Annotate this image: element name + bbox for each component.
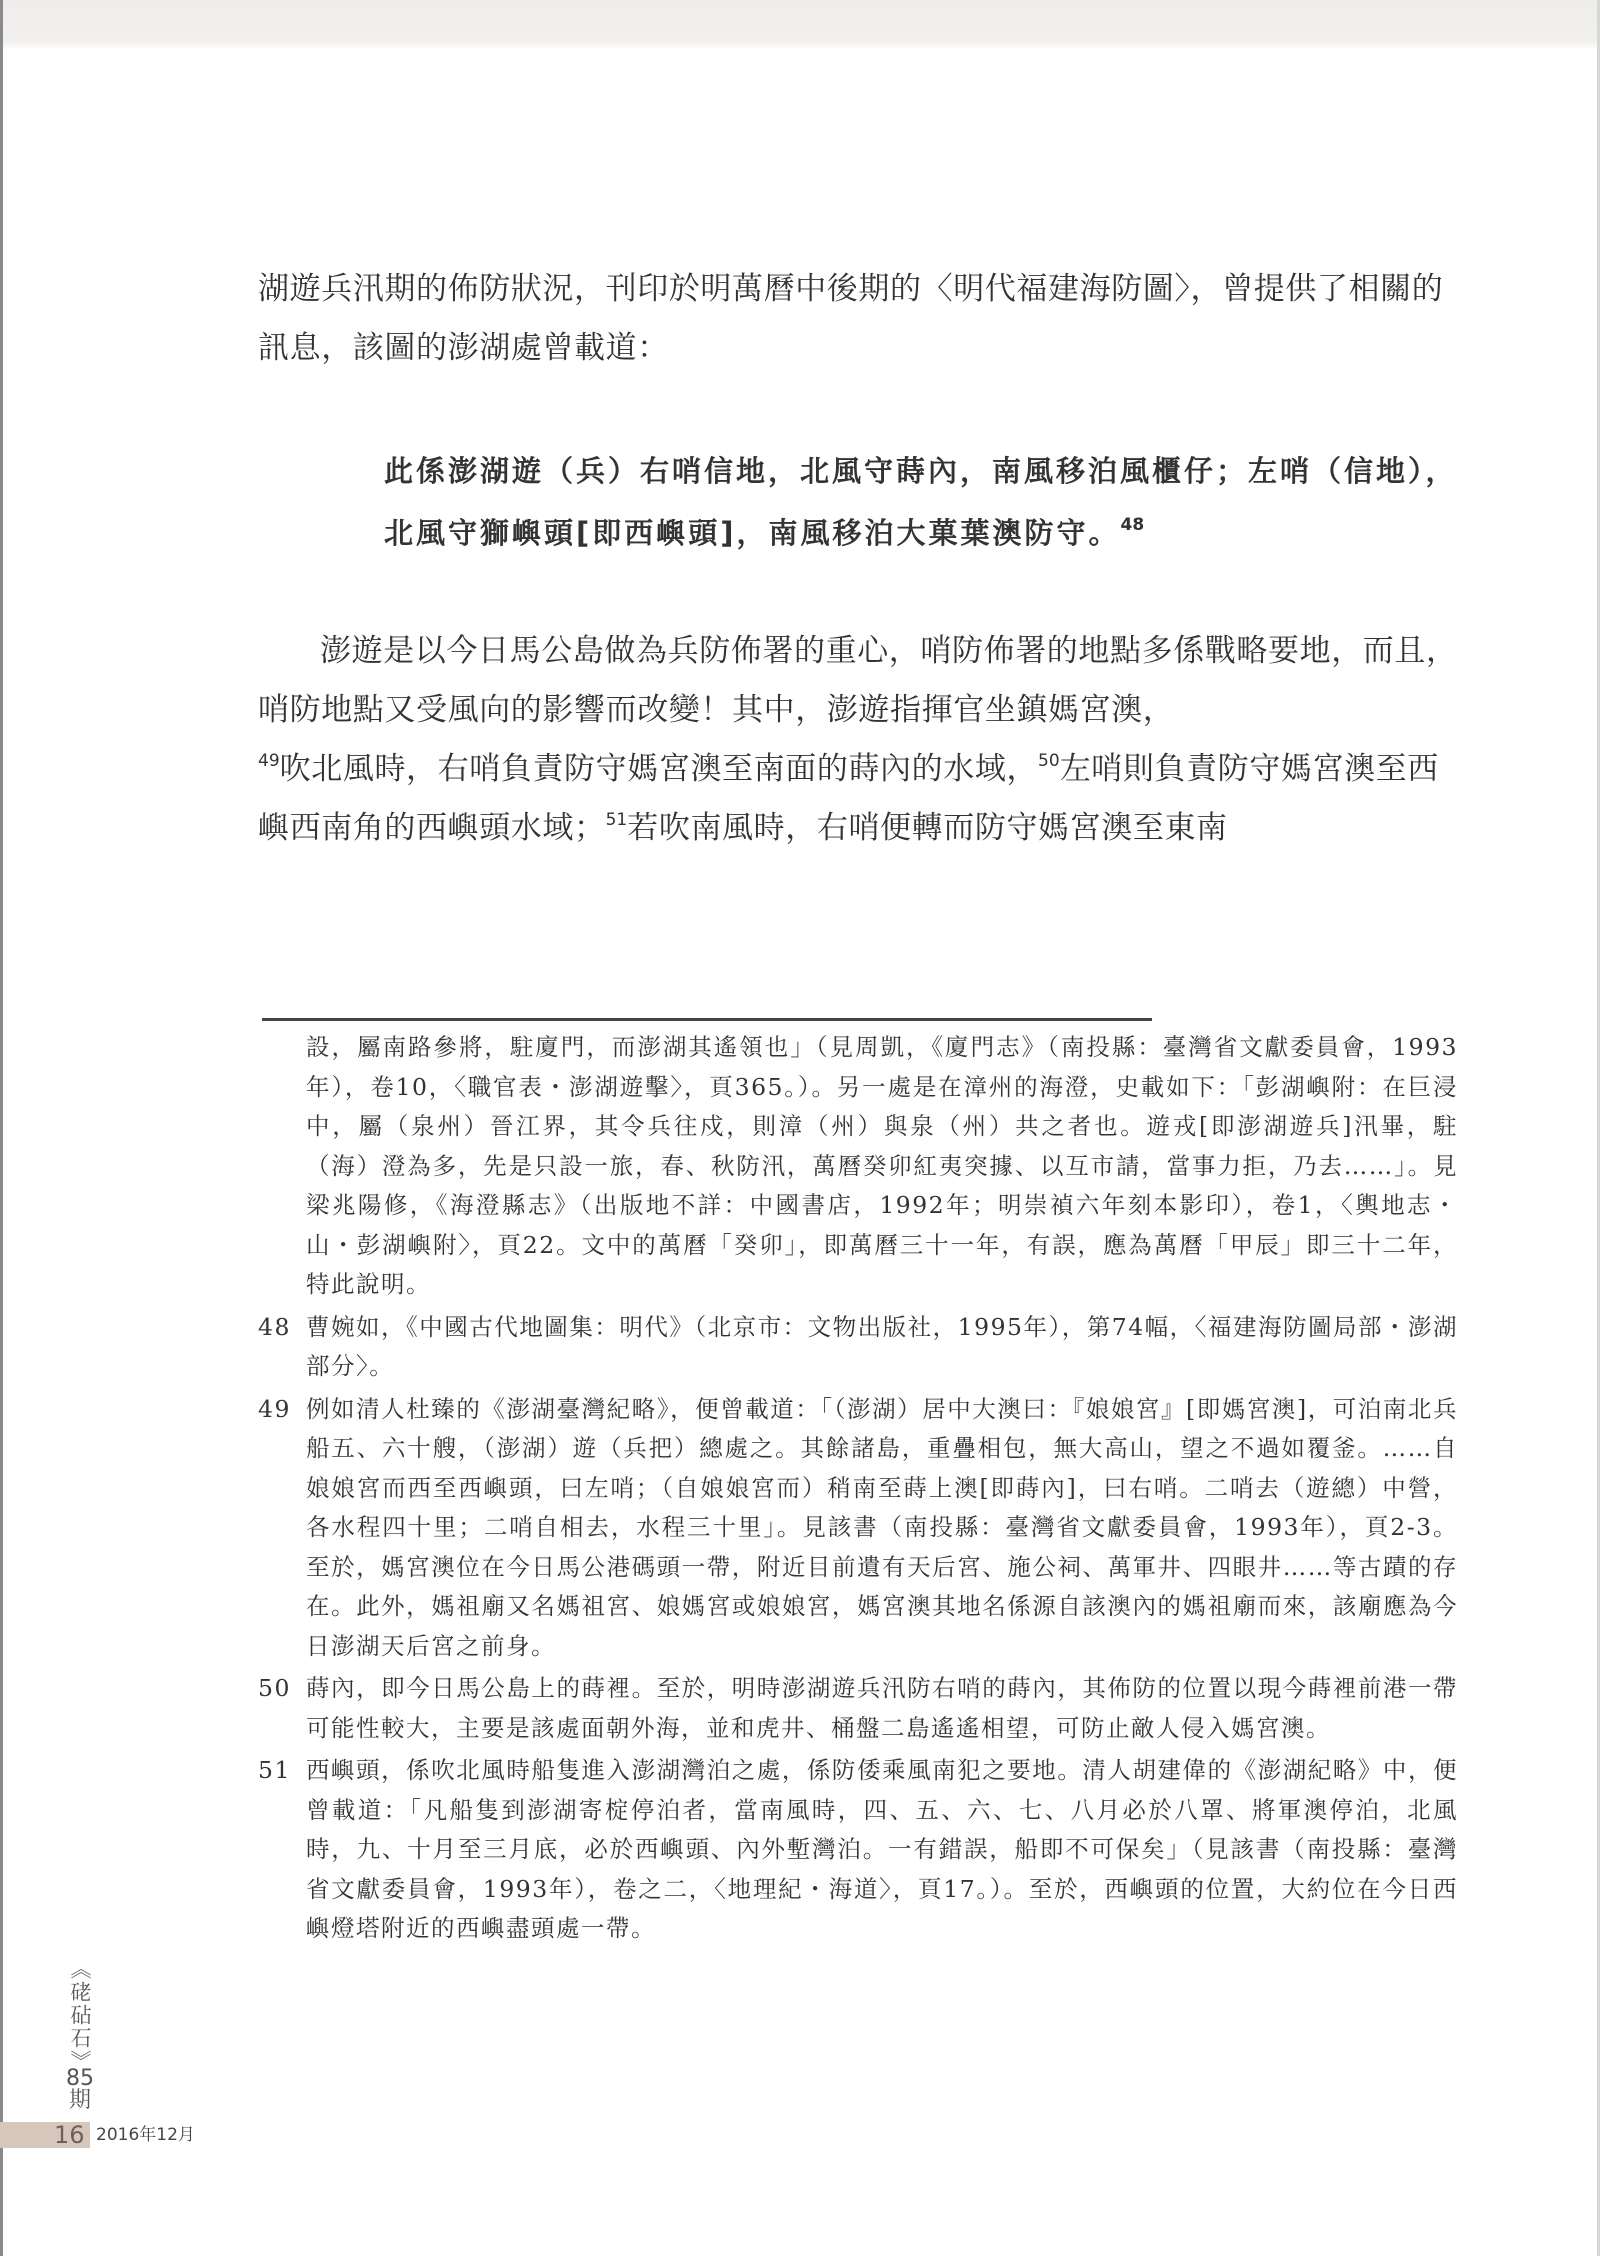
footnote-divider (262, 1018, 1152, 1021)
footnote-text: 西嶼頭，係吹北風時船隻進入澎湖灣泊之處，係防倭乘風南犯之要地。清人胡建偉的《澎湖紀略》中，便曾載道：「凡船隻到澎湖寄椗停泊者，當南風時，四、五、六、七、八月必於八罩、將軍澳停泊，北風時，九、十月至三月底，必於西嶼頭、內外塹灣泊。一有錯誤，船即不可保矣」（見該書（南投縣：臺灣省文獻委員會，1993年），卷之二，〈地理紀・海道〉，頁17。）。至於，西嶼頭的位置，大約位在今日西嶼燈塔附近的西嶼盡頭處一帶。 (306, 1756, 1458, 1942)
footnote-text: 設，屬南路參將，駐廈門，而澎湖其遙領也」（見周凱，《廈門志》（南投縣：臺灣省文獻委員會，1993年），卷10，〈職官表・澎湖遊擊〉，頁365。）。另一處是在漳州的海澄，史載如下：「彭湖嶼附：在巨浸中，屬（泉州）晉江界，其令兵往戍，則漳（州）與泉（州）共之者也。遊戎[即澎湖遊兵]汛畢，駐（海）澄為多，先是只設一旅，春、秋防汛，萬曆癸卯紅夷突據、以互市請，當事力拒，乃去……」。見梁兆陽修，《海澄縣志》（出版地不詳：中國書店，1992年；明崇禎六年刻本影印），卷1，〈輿地志・山・彭湖嶼附〉，頁22。文中的萬曆「癸卯」，即萬曆三十一年，有誤，應為萬曆「甲辰」即三十二年，特此說明。 (306, 1033, 1458, 1298)
footnote-number: 50 (258, 1674, 291, 1702)
footnote-48 (258, 1308, 1458, 1387)
page-edge-left (0, 0, 3, 2256)
footnotes-section (258, 1028, 1458, 1952)
journal-issue (60, 2068, 100, 2112)
paragraph-segment: 澎遊是以今日馬公島做為兵防佈署的重心，哨防佈署的地點多係戰略要地，而且，哨防地點又受風向的影響而改變！其中，澎遊指揮官坐鎮媽宮澳， (258, 633, 1458, 728)
footnote-ref-50[interactable]: 50 (1038, 751, 1060, 771)
footnote-continued (258, 1028, 1458, 1305)
block-quote (384, 440, 1464, 564)
issue-date: 2016年12月 (96, 2125, 195, 2145)
footnote-text: 例如清人杜臻的《澎湖臺灣紀略》，便曾載道：「（澎湖）居中大澳曰：『娘娘宮』[即媽宮澳]，可泊南北兵船五、六十艘，（澎湖）遊（兵把）總處之。其餘諸島，重疊相包，無大高山，望之不過如覆釜。……自娘娘宮而西至西嶼頭，曰左哨；（自娘娘宮而）稍南至蒔上澳[即蒔內]，曰右哨。二哨去（遊總）中營，各水程四十里；二哨自相去，水程三十里」。見該書（南投縣：臺灣省文獻委員會，1993年），頁2-3。至於，媽宮澳位在今日馬公港碼頭一帶，附近目前遺有天后宮、施公祠、萬軍井、四眼井……等古蹟的存在。此外，媽祖廟又名媽祖宮、娘媽宮或娘娘宮，媽宮澳其地名係源自該澳內的媽祖廟而來，該廟應為今日澎湖天后宮之前身。 (306, 1394, 1458, 1660)
footnote-50 (258, 1669, 1458, 1748)
footnote-number: 51 (258, 1756, 291, 1784)
quote-text: 此係澎湖遊（兵）右哨信地，北風守蒔內，南風移泊風櫃仔；左哨（信地），北風守獅嶼頭[即西嶼頭]，南風移泊大菓葉澳防守。 (384, 454, 1458, 550)
journal-title: 《硓砧石》 (68, 1958, 92, 2073)
footnote-number: 48 (258, 1312, 291, 1341)
paragraph-segment: 吹北風時，右哨負責防守媽宮澳至南面的蒔內的水域， (279, 751, 1039, 787)
footnote-text: 蒔內，即今日馬公島上的蒔裡。至於，明時澎湖遊兵汛防右哨的蒔內，其佈防的位置以現今蒔裡前港一帶可能性較大，主要是該處面朝外海，並和虎井、桶盤二島遙遙相望，可防止敵人侵入媽宮澳。 (306, 1674, 1458, 1742)
footnote-text: 曹婉如，《中國古代地圖集：明代》（北京市：文物出版社，1995年），第74幅，〈福建海防圖局部・澎湖部分〉。 (306, 1312, 1458, 1380)
footnote-ref-51[interactable]: 51 (605, 810, 628, 830)
body-paragraph-2 (258, 622, 1458, 858)
footnote-49 (258, 1390, 1458, 1667)
page-number: 16 (54, 2121, 85, 2149)
paragraph-segment: 若吹南風時，右哨便轉而防守媽宮澳至東南 (627, 810, 1228, 846)
issue-number: 85 (66, 2066, 94, 2091)
footnote-ref-49[interactable]: 49 (258, 751, 280, 771)
scan-top-band (0, 0, 1600, 48)
body-paragraph-1: 湖遊兵汛期的佈防狀況，刊印於明萬曆中後期的〈明代福建海防圖〉，曾提供了相關的訊息，該圖的澎湖處曾載道： (258, 271, 1444, 366)
footnote-number: 49 (258, 1394, 291, 1423)
paragraph-segment: 左哨則負責防守媽宮澳至西嶼西南角的西嶼頭水域； (258, 751, 1439, 846)
footnote-51 (258, 1751, 1458, 1949)
issue-suffix: 期 (68, 2088, 91, 2113)
footnote-ref-48[interactable]: 48 (1120, 515, 1145, 535)
